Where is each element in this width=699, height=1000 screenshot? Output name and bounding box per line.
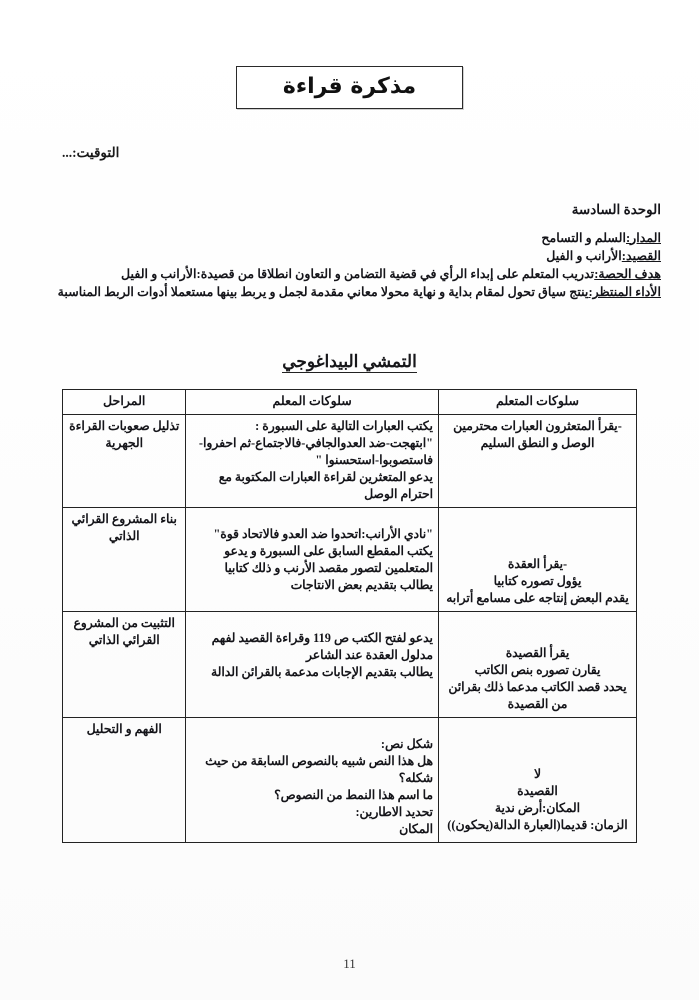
learner-line: -يقرأ المتعثرون العبارات محترمين الوصل و النطق السليم [453,419,622,451]
learner-line: -يقرأ العقدة [507,557,568,572]
performance-value: ينتج سياق تحول لمقام بداية و نهاية محولا معاني مقدمة لجمل و يربط بينها مستعملا أدوات الربط المناسبة [57,285,589,300]
performance-label: الأداء المنتظر: [588,285,661,300]
goal-line [28,265,661,283]
table-header [63,390,637,415]
learner-line: يقدم البعض إنتاجه على مسامع أترابه [446,591,629,606]
cell-stage: تذليل صعوبات القراءة الجهرية [63,415,186,508]
cell-teacher [186,508,439,612]
pedagogical-table [62,389,637,843]
section-heading [0,352,699,372]
teacher-line-quote: "ابتهجت-ضد العدوالجافي-فالاجتماع-ثم احفروا-فاستصوبوا-استحسنوا " [198,436,433,468]
cell-stage: الفهم و التحليل [63,718,186,843]
cell-stage: بناء المشروع القرائي الذاتي [63,508,186,612]
table-row [63,718,637,843]
theme-line [28,229,661,247]
teacher-line: المكان [399,821,433,836]
timing-label: التوقيت:... [62,145,120,160]
goal-label: هدف الحصة: [594,267,661,282]
cell-learner [438,415,636,508]
theme-value: السلم و التسامح [541,230,626,245]
teacher-line: يكتب العبارات التالية على السبورة : [255,419,433,434]
page-title: مذكرة قراءة [282,74,417,99]
table-header-row [63,390,637,415]
unit-label: الوحدة السادسة [571,202,661,217]
cell-learner [438,508,636,612]
section-heading-text: التمشي البيداغوجي [282,352,417,371]
table-row [63,508,637,612]
cell-stage: التثبيت من المشروع القرائي الذاتي [63,612,186,718]
poem-label: القصيد: [621,248,661,263]
learner-line: يؤول تصوره كتابيا [493,574,582,589]
column-header-stage: المراحل [63,390,186,415]
teacher-line: يدعو لفتح الكتب ص 119 وقراءة القصيد لفهم مدلول العقدة عند الشاعر [211,631,433,663]
theme-label: المدار: [625,230,661,245]
cell-teacher [186,612,439,718]
learner-line: يحدد قصد الكاتب مدعما ذلك بقرائن من القصيدة [448,680,627,712]
page-number: 11 [343,956,356,971]
learner-line: الزمان: قديما(العبارة الدالة(يحكون)) [447,817,628,832]
learner-line: لا [533,767,541,781]
cell-teacher [186,415,439,508]
teacher-line: هل هذا النص شبيه بالنصوص السابقة من حيث شكله؟ [205,753,433,785]
learner-line: يقارن تصوره بنص الكاتب [474,663,601,678]
table-body [63,415,637,842]
teacher-line: تحديد الاطارين: [355,804,433,819]
pedagogical-table-container [62,389,637,843]
learner-line: يقرأ القصيدة [505,646,570,661]
document-title-container [0,66,699,109]
learner-line: القصيدة [517,783,558,798]
table-row [63,612,637,718]
teacher-line-quote: "نادي الأرانب:اتحدوا ضد العدو فالاتحاد قوة" [213,527,433,542]
teacher-line: يطالب بتقديم الإجابات مدعمة بالقرائن الدالة [211,665,433,680]
cell-learner [438,612,636,718]
cell-teacher [186,718,439,843]
teacher-line: يدعو المتعثرين لقراءة العبارات المكتوبة مع احترام الوصل [218,470,433,502]
goal-value: تدريب المتعلم على إبداء الرأي في قضية التضامن و التعاون انطلاقا من قصيدة:الأرانب و الفيل [121,267,595,282]
teacher-line: يطالب بتقديم بعض الانتاجات [290,578,433,593]
cell-learner [438,718,636,843]
column-header-learner: سلوكات المتعلم [438,390,636,415]
poem-value: الأرانب و الفيل [546,248,622,263]
title-box [236,66,463,109]
table-row [63,415,637,508]
poem-line [28,247,661,265]
teacher-line: ما اسم هذا النمط من النصوص؟ [274,787,433,802]
learner-line: المكان:أرض ندية [494,800,581,815]
teacher-line: شكل نص: [380,737,433,751]
teacher-line: يكتب المقطع السابق على السبورة و يدعو المتعلمين لتصور مقصد الأرنب و ذلك كتابيا [224,544,433,576]
meta-block [28,200,661,302]
column-header-teacher: سلوكات المعلم [186,390,439,415]
performance-line [28,283,661,301]
